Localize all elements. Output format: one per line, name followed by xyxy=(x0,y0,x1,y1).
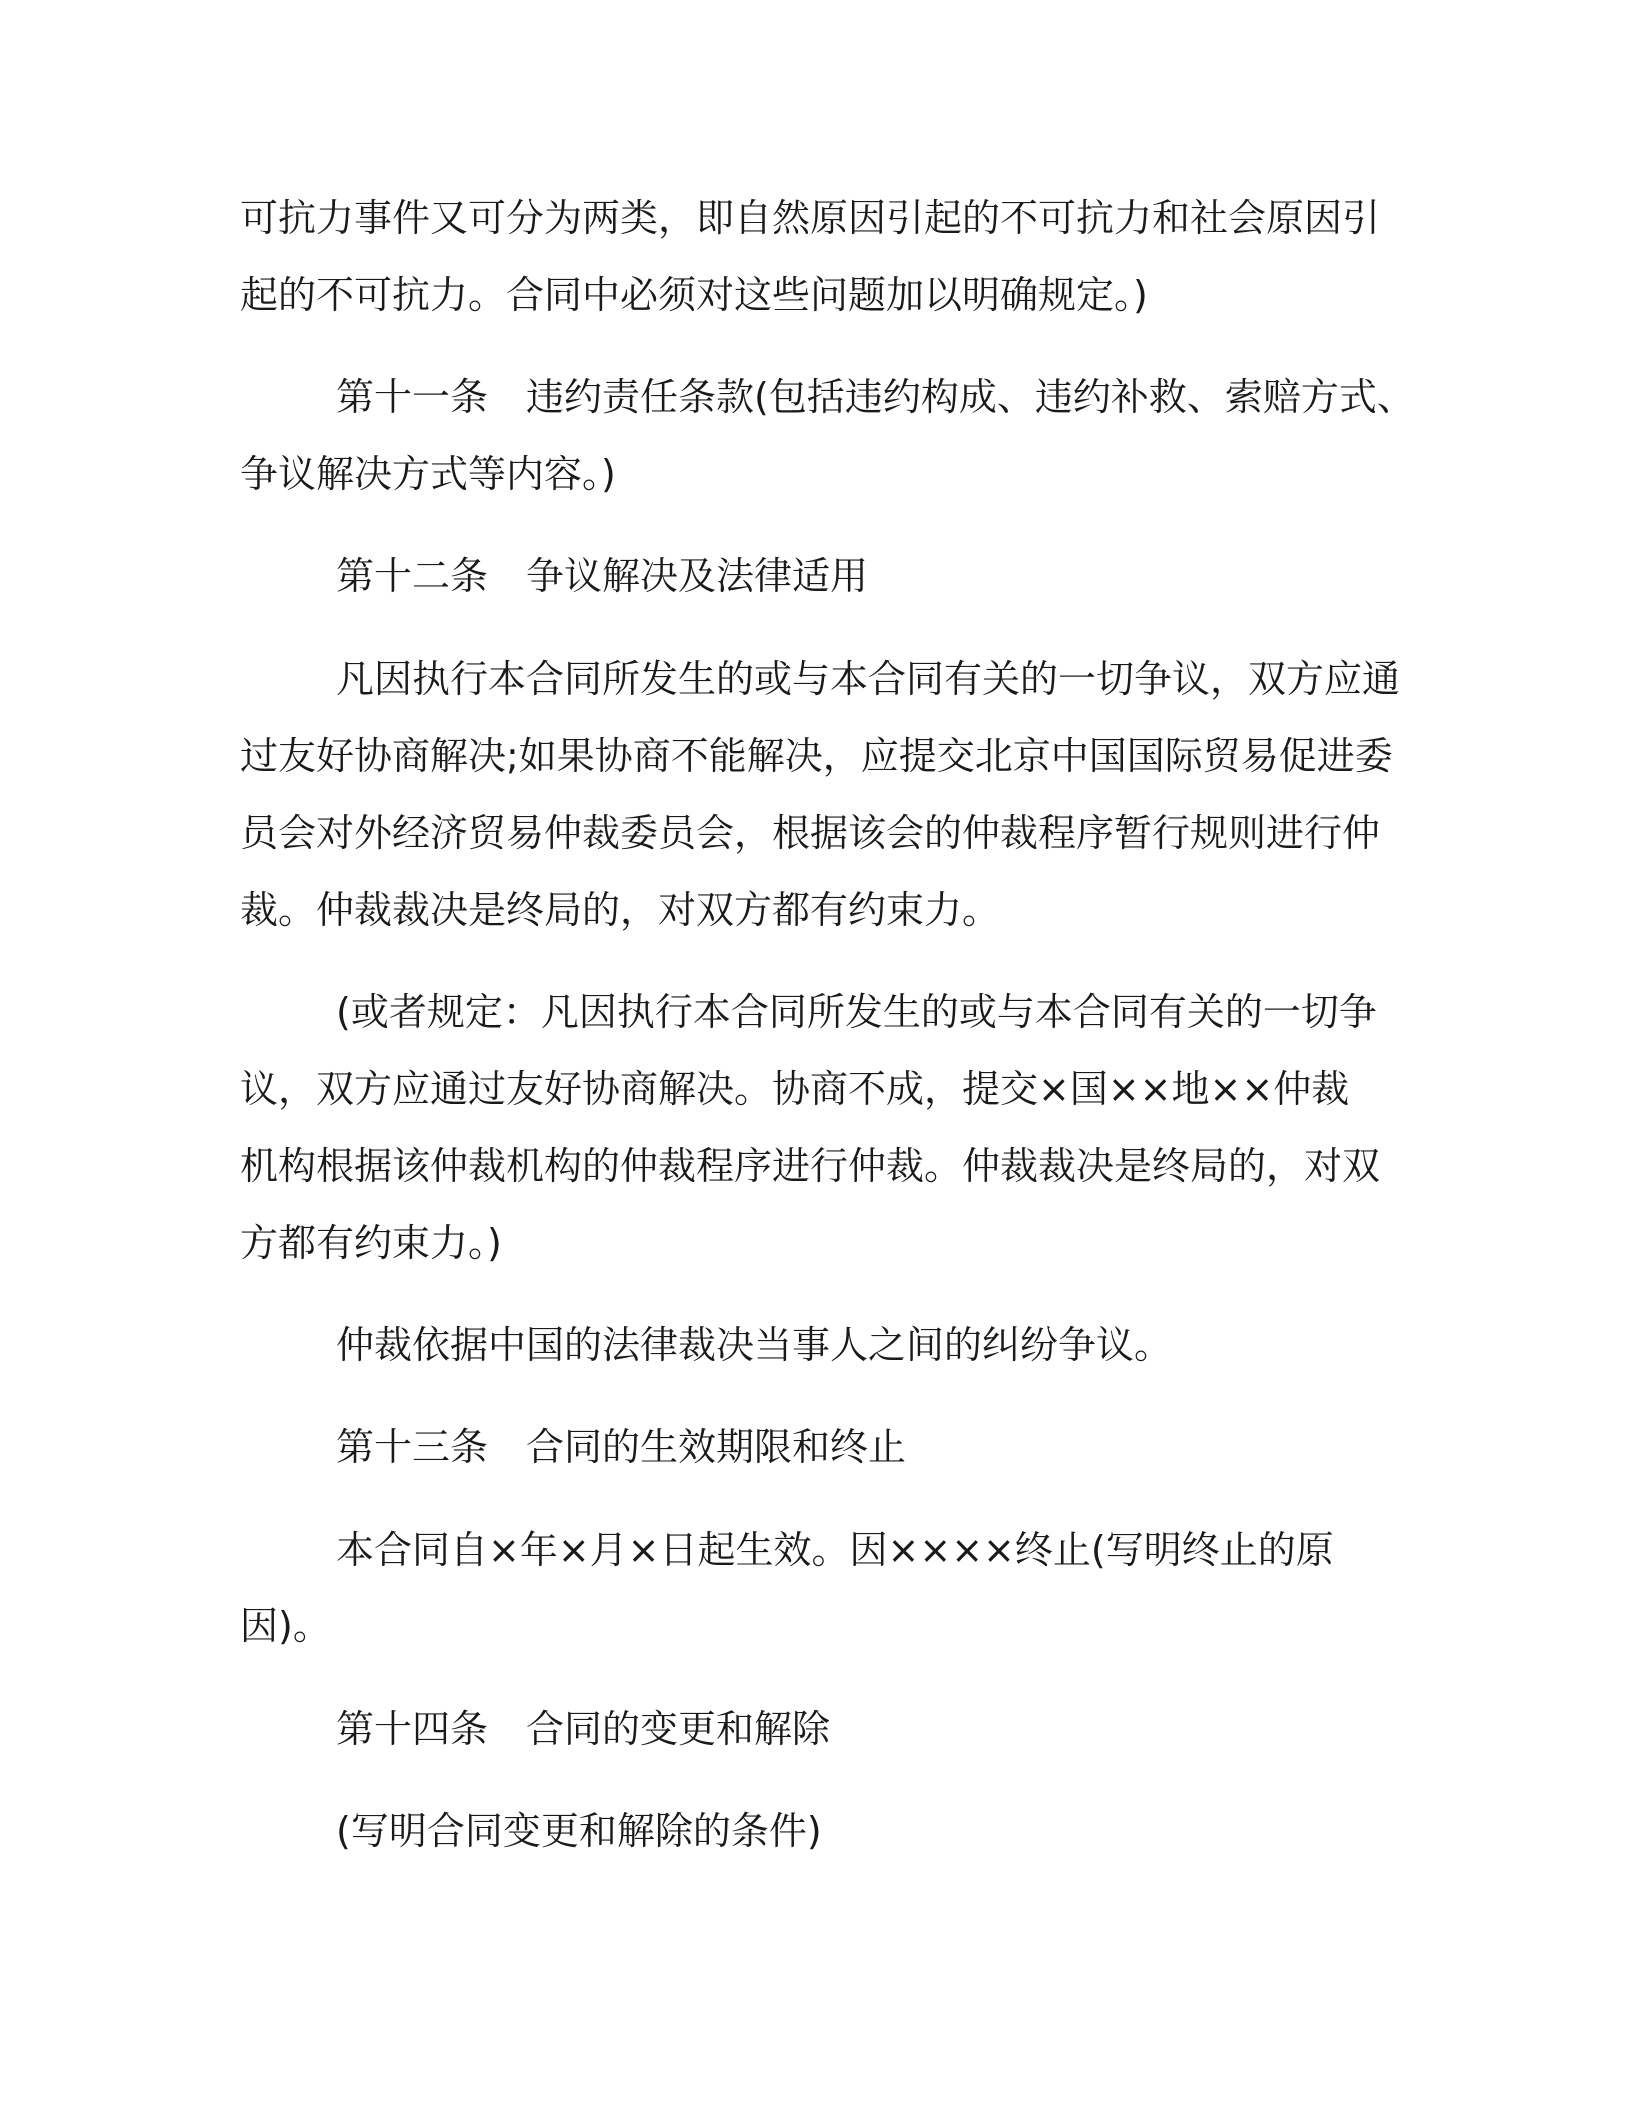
article-number: 第十三条 xyxy=(336,1425,489,1469)
text-line: 议，双方应通过友好协商解决。协商不成，提交×国××地××仲裁 xyxy=(240,1067,1350,1111)
text-line: (或者规定：凡因执行本合同所发生的或与本合同有关的一切争 xyxy=(336,990,1377,1034)
text-line: 起的不可抗力。合同中必须对这些问题加以明确规定。) xyxy=(240,273,1148,317)
text-line: 员会对外经济贸易仲裁委员会，根据该会的仲裁程序暂行规则进行仲 xyxy=(240,811,1381,855)
article-13-heading xyxy=(336,1424,906,1470)
text-line: 仲裁依据中国的法律裁决当事人之间的纠纷争议。 xyxy=(336,1323,1173,1367)
article-title: 违约责任条款(包括违约构成、违约补救、索赔方式、 xyxy=(526,375,1415,419)
text-line: 方都有约束力。) xyxy=(240,1221,502,1265)
article-12-heading xyxy=(336,553,868,599)
article-number: 第十一条 xyxy=(336,375,489,419)
text-line: 机构根据该仲裁机构的仲裁程序进行仲裁。仲裁裁决是终局的，对双 xyxy=(240,1144,1381,1188)
text-line: 可抗力事件又可分为两类，即自然原因引起的不可抗力和社会原因引 xyxy=(240,196,1381,240)
article-number: 第十二条 xyxy=(336,554,489,598)
text-line: 因)。 xyxy=(240,1604,331,1648)
text-line: 过友好协商解决;如果协商不能解决，应提交北京中国国际贸易促进委 xyxy=(240,734,1393,778)
text-line: 凡因执行本合同所发生的或与本合同有关的一切争议，双方应通 xyxy=(336,657,1401,701)
article-14-heading xyxy=(336,1706,830,1752)
article-title: 合同的生效期限和终止 xyxy=(526,1425,907,1469)
text-line: 本合同自×年×月×日起生效。因××××终止(写明终止的原 xyxy=(336,1528,1334,1572)
text-line: 裁。仲裁裁决是终局的，对双方都有约束力。 xyxy=(240,888,1001,932)
article-number: 第十四条 xyxy=(336,1707,489,1751)
text-line: 争议解决方式等内容。) xyxy=(240,452,616,496)
article-title: 合同的变更和解除 xyxy=(526,1707,831,1751)
text-line: (写明合同变更和解除的条件) xyxy=(336,1809,822,1853)
article-11-heading xyxy=(336,374,1415,420)
article-title: 争议解决及法律适用 xyxy=(526,554,869,598)
